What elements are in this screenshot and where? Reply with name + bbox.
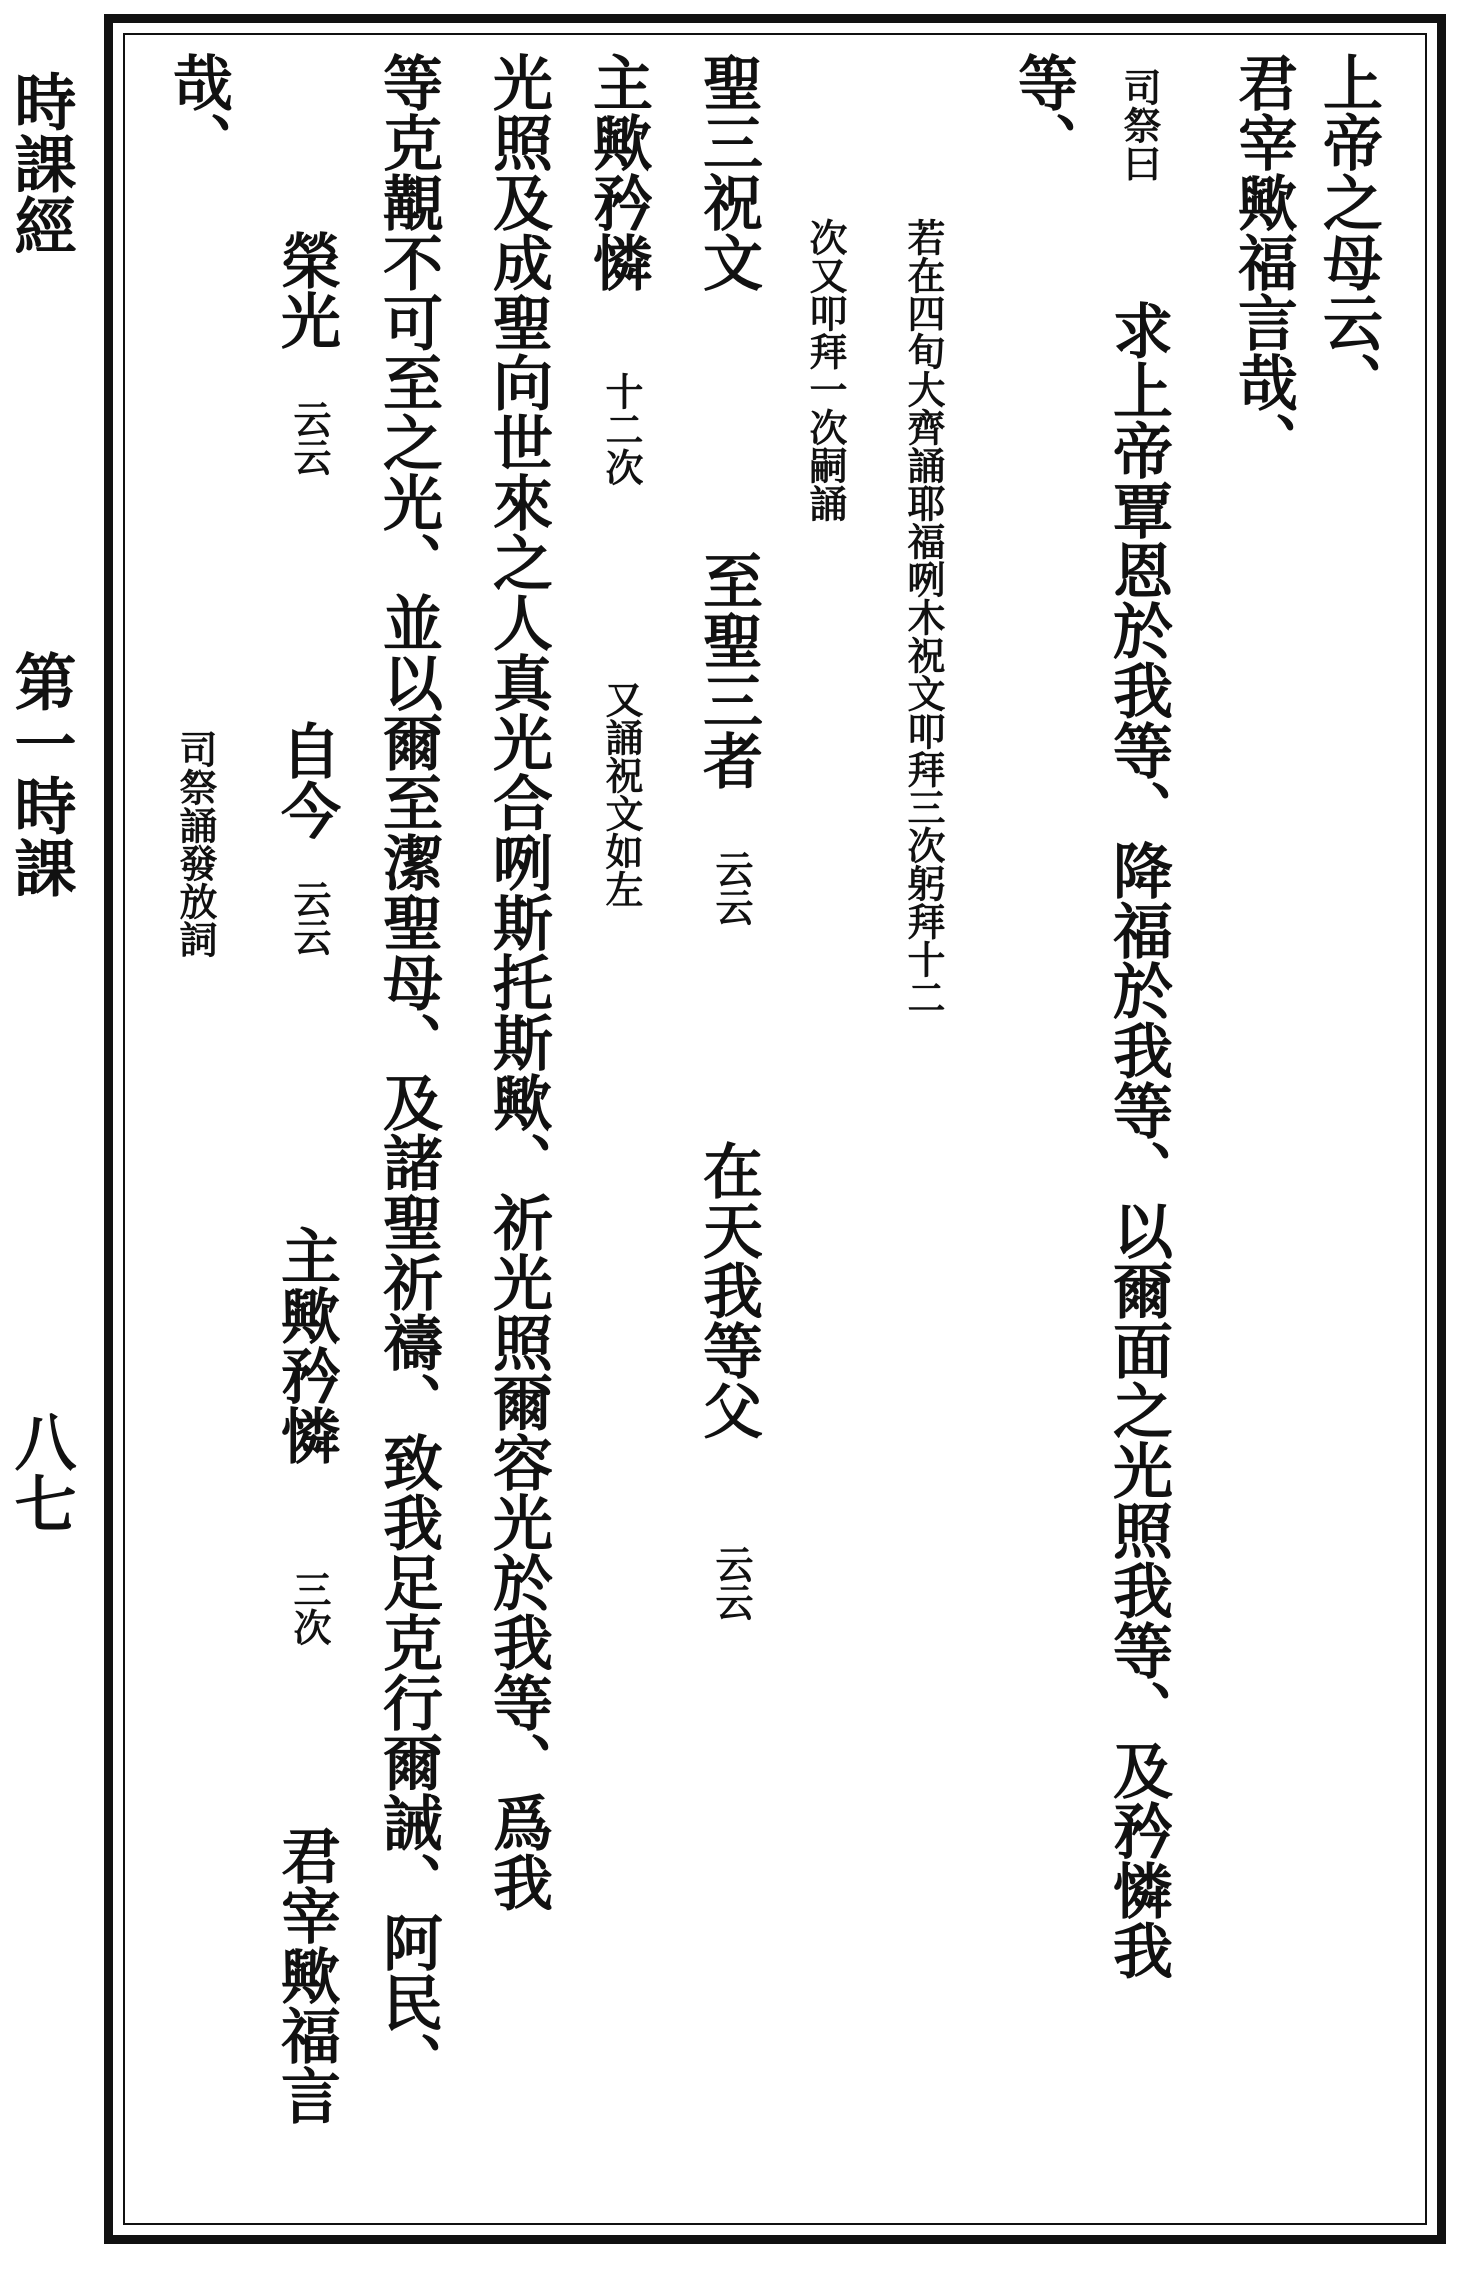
rubric-twelve-times: 十二次 <box>599 372 644 486</box>
text-column-12: 哉、 <box>163 52 233 172</box>
text-column-1: 上帝之母云、 <box>1313 52 1383 412</box>
text-column-3-end: 等、 <box>1008 52 1078 172</box>
now-and-ever: 自今 <box>271 720 341 840</box>
rubric-dismissal: 司祭誦發放詞 <box>173 730 218 958</box>
prayer-our-father: 在天我等父 <box>693 1140 763 1440</box>
bless-master: 君宰歟福言 <box>271 1825 341 2125</box>
glory-be: 榮光 <box>271 230 341 350</box>
chapter-title: 第一時課 <box>4 650 77 898</box>
heading-trinity-prayer: 聖三祝文 <box>693 52 763 292</box>
lord-have-mercy-1: 主歟矜憐 <box>583 52 653 292</box>
rubric-etc-1: 云云 <box>709 850 754 926</box>
text-column-9: 等克覯不可至之光、並以爾至潔聖母、及諸聖祈禱、致我足克行爾誡、阿民、 <box>373 52 443 2092</box>
lord-have-mercy-2: 主歟矜憐 <box>271 1225 341 1465</box>
text-column-2: 君宰歟福言哉、 <box>1228 52 1298 472</box>
rubric-bows: 次又叩拜一次嗣誦 <box>803 218 848 522</box>
page-number: 八七 <box>4 1410 77 1534</box>
rubric-etc-2: 云云 <box>709 1545 754 1621</box>
prayer-most-holy-trinity: 至聖三者 <box>693 550 763 790</box>
rubric-three-times: 三次 <box>287 1570 332 1646</box>
rubric-etc-4: 云云 <box>287 880 332 956</box>
text-column-8: 光照及成聖向世來之人真光合咧斯托斯歟、祈光照爾容光於我等、爲我 <box>483 52 553 1912</box>
rubric-lent: 若在四旬大齊誦耶福咧木祝文叩拜三次躬拜十二 <box>901 218 946 1016</box>
running-header <box>0 70 80 2220</box>
book-title: 時課經 <box>4 70 77 256</box>
rubric-priest-says: 司祭曰 <box>1117 68 1162 182</box>
rubric-prayer-follows: 又誦祝文如左 <box>599 680 644 908</box>
rubric-etc-3: 云云 <box>287 400 332 476</box>
text-column-3: 求上帝覃恩於我等、降福於我等、以爾面之光照我等、及矜憐我 <box>1103 300 1173 1980</box>
